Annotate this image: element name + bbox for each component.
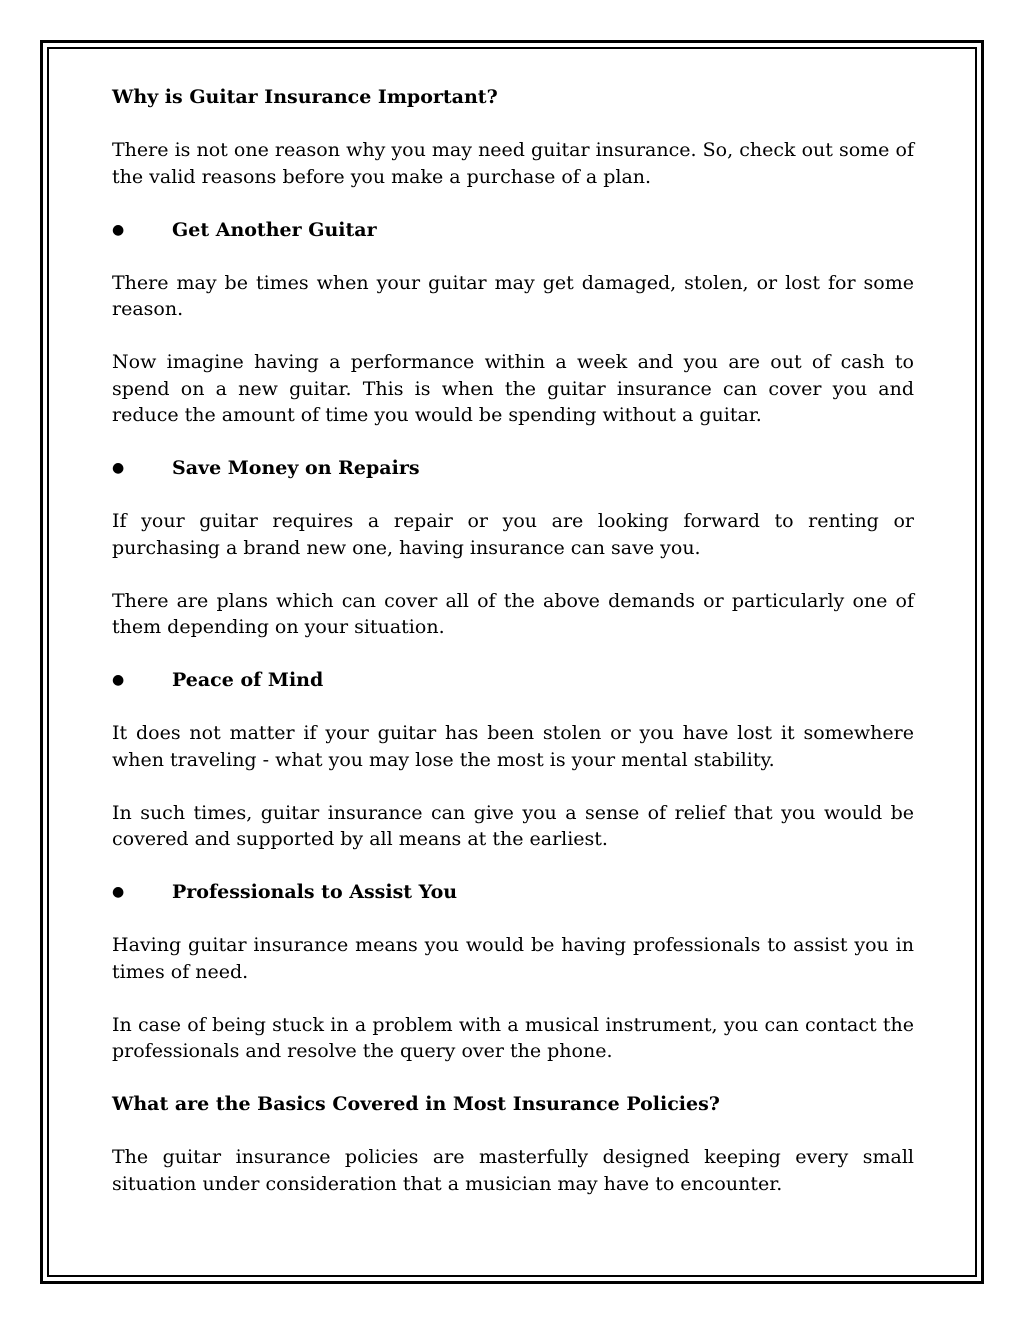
paragraph: It does not matter if your guitar has been stolen or you have lost it somewhere when traveling - what you may lose the most is your mental stability. xyxy=(112,722,914,771)
bullet-icon: ● xyxy=(112,221,125,238)
bullet-heading-label: Peace of Mind xyxy=(172,669,324,691)
bullet-icon: ● xyxy=(112,672,125,688)
closing-paragraph: The guitar insurance policies are masterfully designed keeping every small situation under consideration that a musician may have to encounter. xyxy=(112,1146,914,1195)
paragraph: There may be times when your guitar may get damaged, stolen, or lost for some reason. xyxy=(112,271,914,320)
bullet-heading-get-another-guitar xyxy=(112,217,914,244)
bullet-icon: ● xyxy=(112,884,125,900)
paragraph: Now imagine having a performance within a week and you are out of cash to spend on a new guitar. This is when the guitar insurance can cover you and reduce the amount of time you would be spending without a guitar. xyxy=(112,351,914,426)
bullet-icon: ● xyxy=(112,460,125,476)
paragraph: There are plans which can cover all of the above demands or particularly one of them depending on your situation. xyxy=(112,589,914,638)
bullet-heading-peace-of-mind xyxy=(112,667,914,694)
bullet-heading-label: Professionals to Assist You xyxy=(172,881,458,903)
bullet-heading-label: Get Another Guitar xyxy=(172,218,377,241)
paragraph: If your guitar requires a repair or you are looking forward to renting or purchasing a brand new one, having insurance can save you. xyxy=(112,510,914,559)
paragraph: Having guitar insurance means you would be having professionals to assist you in times of need. xyxy=(112,934,914,983)
intro-paragraph: There is not one reason why you may need guitar insurance. So, check out some of the valid reasons before you make a purchase of a plan. xyxy=(112,139,914,188)
section-heading-basics: What are the Basics Covered in Most Insurance Policies? xyxy=(112,1093,720,1115)
paragraph: In such times, guitar insurance can give you a sense of relief that you would be covered and supported by all means at the earliest. xyxy=(112,801,914,850)
bullet-heading-label: Save Money on Repairs xyxy=(172,457,420,479)
document-body xyxy=(112,84,914,1224)
bullet-heading-professionals xyxy=(112,879,914,906)
paragraph: In case of being stuck in a problem with a musical instrument, you can contact the professionals and resolve the query over the phone. xyxy=(112,1013,914,1062)
bullet-heading-save-money xyxy=(112,455,914,482)
section-heading-importance: Why is Guitar Insurance Important? xyxy=(112,86,498,108)
